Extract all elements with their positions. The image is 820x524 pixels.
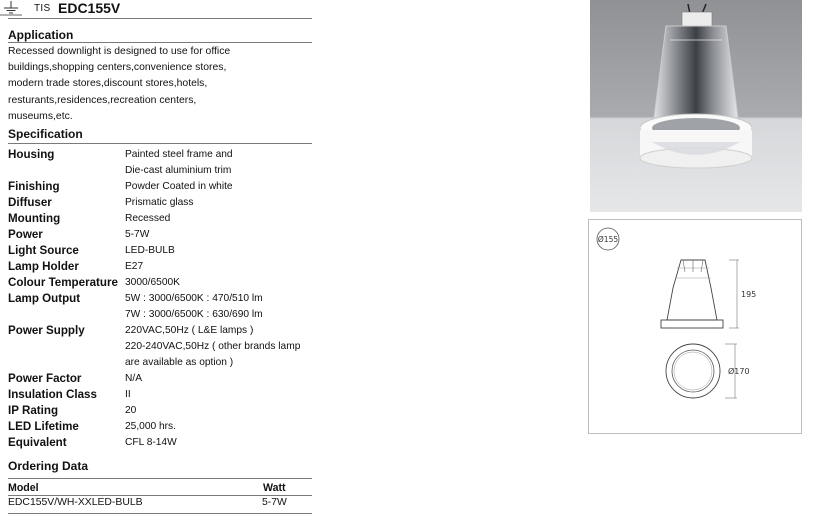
diameter-dimension-label: Ø170 bbox=[728, 367, 750, 376]
spec-row-lamp-output bbox=[8, 291, 312, 323]
spec-label: Equivalent bbox=[8, 436, 67, 449]
cutout-dimension-label: Ø155 bbox=[597, 235, 619, 244]
ordering-column-model: Model bbox=[8, 482, 39, 494]
application-line: museums,etc. bbox=[8, 110, 73, 122]
spec-value: 5-7W bbox=[125, 229, 150, 240]
spec-row-mounting bbox=[8, 211, 312, 227]
application-line: modern trade stores,discount stores,hotels, bbox=[8, 78, 208, 90]
spec-label: Mounting bbox=[8, 212, 61, 225]
spec-label: Power Supply bbox=[8, 324, 85, 337]
spec-value: 5W : 3000/6500K : 470/510 lm bbox=[125, 293, 263, 304]
spec-value: E27 bbox=[125, 261, 144, 272]
divider bbox=[8, 478, 312, 479]
application-text bbox=[8, 44, 308, 125]
spec-label: Finishing bbox=[8, 180, 60, 193]
spec-value: Recessed bbox=[125, 213, 171, 224]
spec-value: CFL 8-14W bbox=[125, 437, 177, 448]
ground-symbol-icon bbox=[0, 0, 22, 16]
divider bbox=[8, 513, 312, 514]
product-photo bbox=[590, 0, 802, 212]
spec-value: are available as option ) bbox=[125, 357, 234, 368]
spec-value: 3000/6500K bbox=[125, 277, 180, 288]
ordering-model-cell: EDC155V/WH-XXLED-BULB bbox=[8, 497, 143, 508]
spec-label: Colour Temperature bbox=[8, 276, 118, 289]
application-line: buildings,shopping centers,convenience stores, bbox=[8, 62, 227, 74]
spec-row-equivalent bbox=[8, 435, 312, 451]
certification-mark: TIS bbox=[34, 3, 51, 14]
spec-label: Lamp Holder bbox=[8, 260, 79, 273]
spec-row-power bbox=[8, 227, 312, 243]
divider bbox=[8, 143, 312, 144]
spec-value: II bbox=[125, 389, 131, 400]
ordering-column-watt: Watt bbox=[263, 482, 286, 494]
spec-value: Painted steel frame and bbox=[125, 149, 233, 160]
spec-value: Die-cast aluminium trim bbox=[125, 165, 232, 176]
application-line: Recessed downlight is designed to use for office bbox=[8, 46, 231, 57]
dimension-drawing bbox=[589, 220, 801, 433]
divider bbox=[8, 42, 312, 43]
spec-row-power-supply bbox=[8, 323, 312, 371]
spec-row-lamp-holder bbox=[8, 259, 312, 275]
spec-value: LED-BULB bbox=[125, 245, 175, 256]
height-dimension-label: 195 bbox=[741, 290, 757, 299]
spec-value: 220-240VAC,50Hz ( other brands lamp bbox=[125, 341, 301, 352]
spec-row-housing bbox=[8, 147, 312, 179]
spec-row-ip-rating bbox=[8, 403, 312, 419]
spec-value: Prismatic glass bbox=[125, 197, 194, 208]
divider bbox=[8, 495, 312, 496]
application-line: resturants,residences,recreation centers, bbox=[8, 94, 197, 106]
spec-label: Diffuser bbox=[8, 196, 52, 209]
divider bbox=[8, 18, 312, 19]
spec-value: 220VAC,50Hz ( L&E lamps ) bbox=[125, 325, 254, 336]
spec-value: N/A bbox=[125, 373, 142, 384]
spec-row-light-source bbox=[8, 243, 312, 259]
spec-row-colour-temperature bbox=[8, 275, 312, 291]
spec-label: Insulation Class bbox=[8, 388, 97, 401]
spec-label: LED Lifetime bbox=[8, 420, 79, 433]
spec-label: IP Rating bbox=[8, 404, 59, 417]
ordering-heading: Ordering Data bbox=[8, 459, 89, 473]
spec-row-led-lifetime bbox=[8, 419, 312, 435]
spec-label: Power bbox=[8, 228, 43, 241]
product-header bbox=[0, 0, 300, 16]
application-heading: Application bbox=[8, 28, 74, 42]
specification-table bbox=[8, 147, 312, 451]
spec-row-diffuser bbox=[8, 195, 312, 211]
specification-heading: Specification bbox=[8, 127, 83, 141]
ordering-watt-cell: 5-7W bbox=[262, 497, 287, 508]
spec-row-insulation-class bbox=[8, 387, 312, 403]
spec-row-power-factor bbox=[8, 371, 312, 387]
spec-label: Housing bbox=[8, 148, 55, 161]
spec-value: 20 bbox=[125, 405, 137, 416]
spec-label: Lamp Output bbox=[8, 292, 81, 305]
spec-value: 7W : 3000/6500K : 630/690 lm bbox=[125, 309, 263, 320]
dimension-drawing-box bbox=[588, 219, 802, 434]
spec-label: Power Factor bbox=[8, 372, 82, 385]
spec-row-finishing bbox=[8, 179, 312, 195]
spec-label: Light Source bbox=[8, 244, 79, 257]
spec-value: Powder Coated in white bbox=[125, 181, 233, 192]
model-title: EDC155V bbox=[58, 0, 121, 16]
spec-value: 25,000 hrs. bbox=[125, 421, 176, 432]
